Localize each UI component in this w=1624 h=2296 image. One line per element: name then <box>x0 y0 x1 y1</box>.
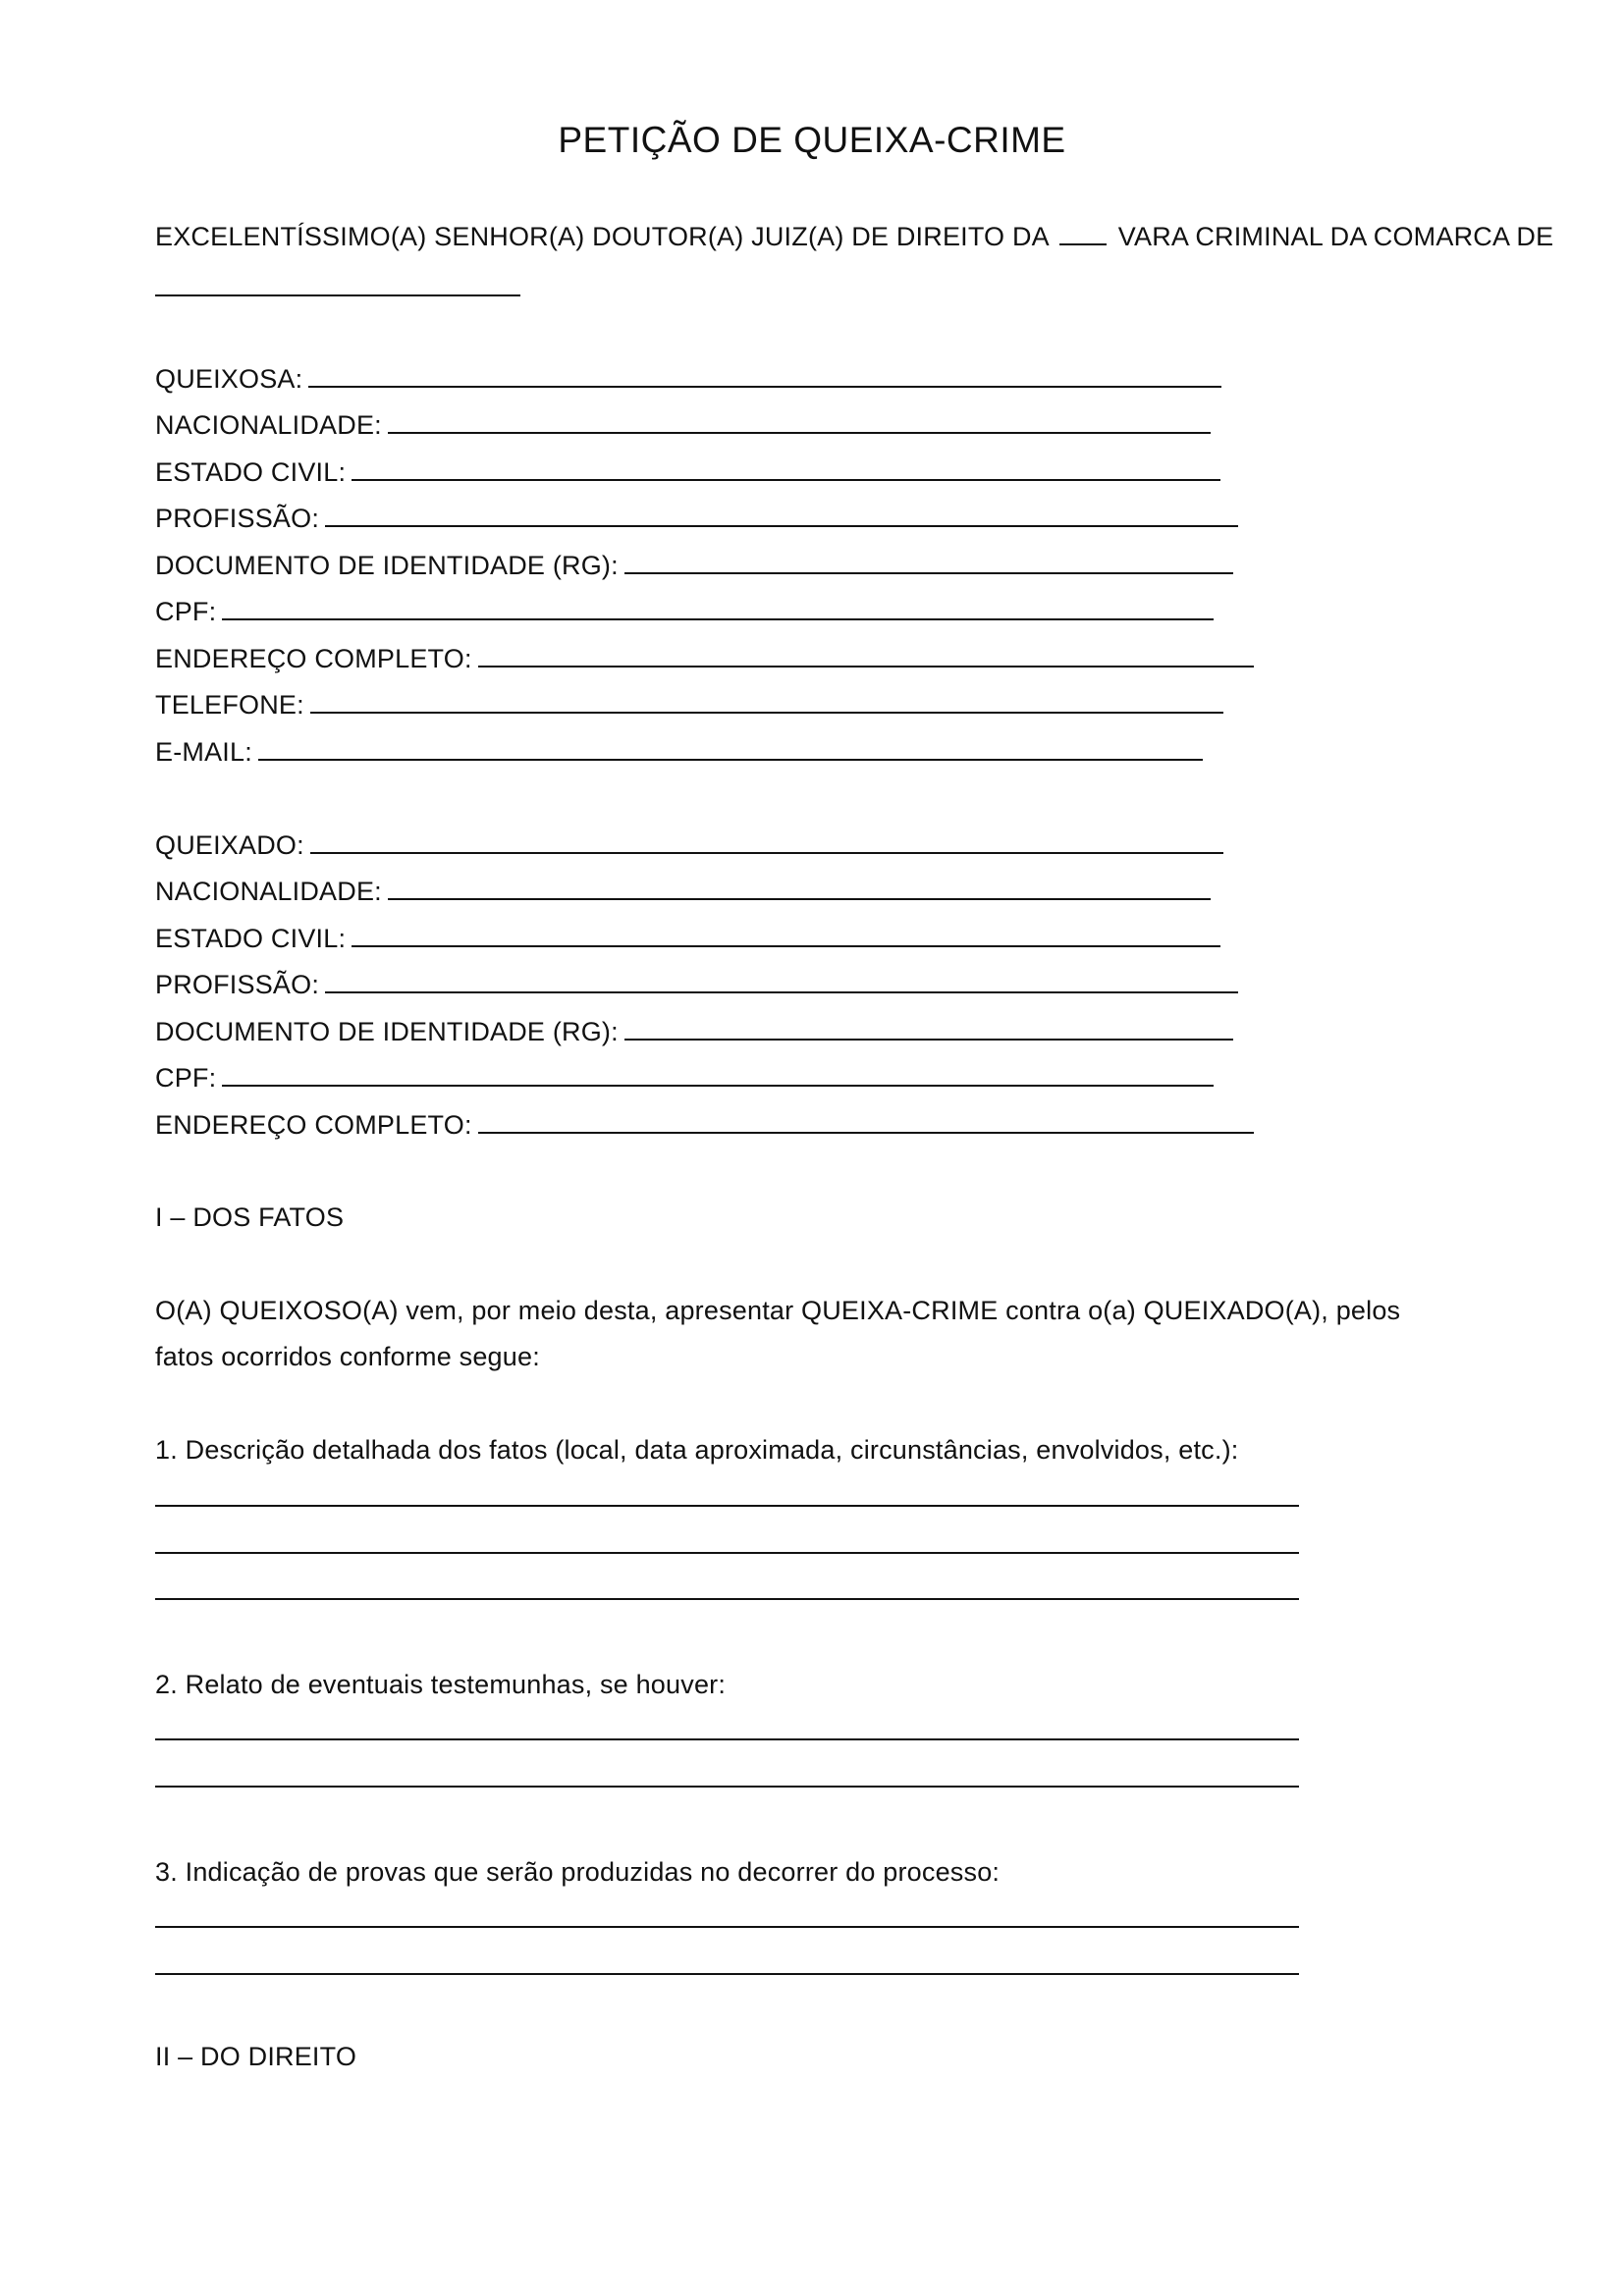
queixado-estado-civil-blank[interactable] <box>352 920 1220 947</box>
fatos-item-3: 3. Indicação de provas que serão produzidas no decorrer do processo: <box>155 1857 1001 1887</box>
judge-address-part1: EXCELENTÍSSIMO(A) SENHOR(A) DOUTOR(A) JUIZ(A) DE DIREITO DA <box>155 222 1049 251</box>
queixosa-telefone-field <box>155 686 1223 722</box>
field-label: QUEIXADO: <box>155 830 304 860</box>
queixosa-name-field <box>155 360 1221 397</box>
field-label: TELEFONE: <box>155 690 304 720</box>
vara-number-blank[interactable] <box>1059 218 1107 245</box>
queixosa-endereco-field <box>155 640 1254 676</box>
queixado-name-blank[interactable] <box>310 827 1223 854</box>
queixosa-nacionalidade-blank[interactable] <box>388 406 1211 434</box>
queixado-nacionalidade-blank[interactable] <box>388 873 1211 900</box>
field-label: PROFISSÃO: <box>155 504 320 533</box>
section-heading-direito: II – DO DIREITO <box>155 2042 357 2071</box>
queixosa-estado-civil-field <box>155 454 1220 490</box>
queixado-nacionalidade-field <box>155 873 1211 909</box>
fatos-item2-blank-line[interactable] <box>155 1786 1299 1788</box>
fatos-intro-line2: fatos ocorridos conforme segue: <box>155 1342 540 1371</box>
fatos-item-2: 2. Relato de eventuais testemunhas, se houver: <box>155 1670 727 1699</box>
queixosa-endereco-blank[interactable] <box>478 640 1254 667</box>
fatos-item-1: 1. Descrição detalhada dos fatos (local, data aproximada, circunstâncias, envolvidos, etc.): <box>155 1435 1239 1465</box>
field-label: NACIONALIDADE: <box>155 410 382 440</box>
fatos-item3-blank-line[interactable] <box>155 1926 1299 1928</box>
field-label: CPF: <box>155 1063 217 1093</box>
field-label: E-MAIL: <box>155 737 252 767</box>
fatos-item1-blank-line[interactable] <box>155 1552 1299 1554</box>
fatos-item3-blank-line[interactable] <box>155 1973 1299 1975</box>
field-label: PROFISSÃO: <box>155 970 320 999</box>
queixado-name-field <box>155 827 1223 863</box>
field-label: QUEIXOSA: <box>155 364 303 394</box>
queixado-rg-field <box>155 1013 1233 1049</box>
queixosa-cpf-blank[interactable] <box>222 593 1214 620</box>
judge-address <box>155 218 1553 254</box>
section-heading-fatos: I – DOS FATOS <box>155 1202 345 1232</box>
queixado-estado-civil-field <box>155 920 1220 956</box>
queixosa-email-blank[interactable] <box>258 733 1203 761</box>
queixado-rg-blank[interactable] <box>624 1013 1233 1041</box>
queixado-cpf-blank[interactable] <box>222 1059 1214 1087</box>
fatos-item1-blank-line[interactable] <box>155 1505 1299 1507</box>
queixosa-estado-civil-blank[interactable] <box>352 454 1220 481</box>
queixosa-profissao-blank[interactable] <box>325 500 1238 527</box>
fatos-item1-blank-line[interactable] <box>155 1598 1299 1600</box>
queixado-endereco-field <box>155 1106 1254 1143</box>
fatos-intro-line1: O(A) QUEIXOSO(A) vem, por meio desta, apresentar QUEIXA-CRIME contra o(a) QUEIXADO(A), pelos <box>155 1296 1401 1325</box>
queixosa-name-blank[interactable] <box>308 360 1221 388</box>
field-label: DOCUMENTO DE IDENTIDADE (RG): <box>155 551 619 580</box>
queixosa-rg-field <box>155 547 1233 583</box>
judge-address-part2: VARA CRIMINAL DA COMARCA DE <box>1117 222 1554 251</box>
queixado-profissao-blank[interactable] <box>325 966 1238 993</box>
fatos-item2-blank-line[interactable] <box>155 1738 1299 1740</box>
field-label: NACIONALIDADE: <box>155 877 382 906</box>
comarca-blank[interactable] <box>155 294 520 296</box>
queixosa-rg-blank[interactable] <box>624 547 1233 574</box>
field-label: CPF: <box>155 597 217 626</box>
queixosa-email-field <box>155 733 1203 770</box>
queixosa-profissao-field <box>155 500 1238 536</box>
field-label: ESTADO CIVIL: <box>155 457 347 487</box>
queixado-cpf-field <box>155 1059 1214 1095</box>
field-label: ESTADO CIVIL: <box>155 924 347 953</box>
queixado-endereco-blank[interactable] <box>478 1106 1254 1134</box>
queixosa-telefone-blank[interactable] <box>310 686 1223 714</box>
queixado-profissao-field <box>155 966 1238 1002</box>
field-label: DOCUMENTO DE IDENTIDADE (RG): <box>155 1017 619 1046</box>
field-label: ENDEREÇO COMPLETO: <box>155 644 472 673</box>
queixosa-cpf-field <box>155 593 1214 629</box>
queixosa-nacionalidade-field <box>155 406 1211 443</box>
field-label: ENDEREÇO COMPLETO: <box>155 1110 472 1140</box>
document-title: PETIÇÃO DE QUEIXA-CRIME <box>558 120 1066 160</box>
